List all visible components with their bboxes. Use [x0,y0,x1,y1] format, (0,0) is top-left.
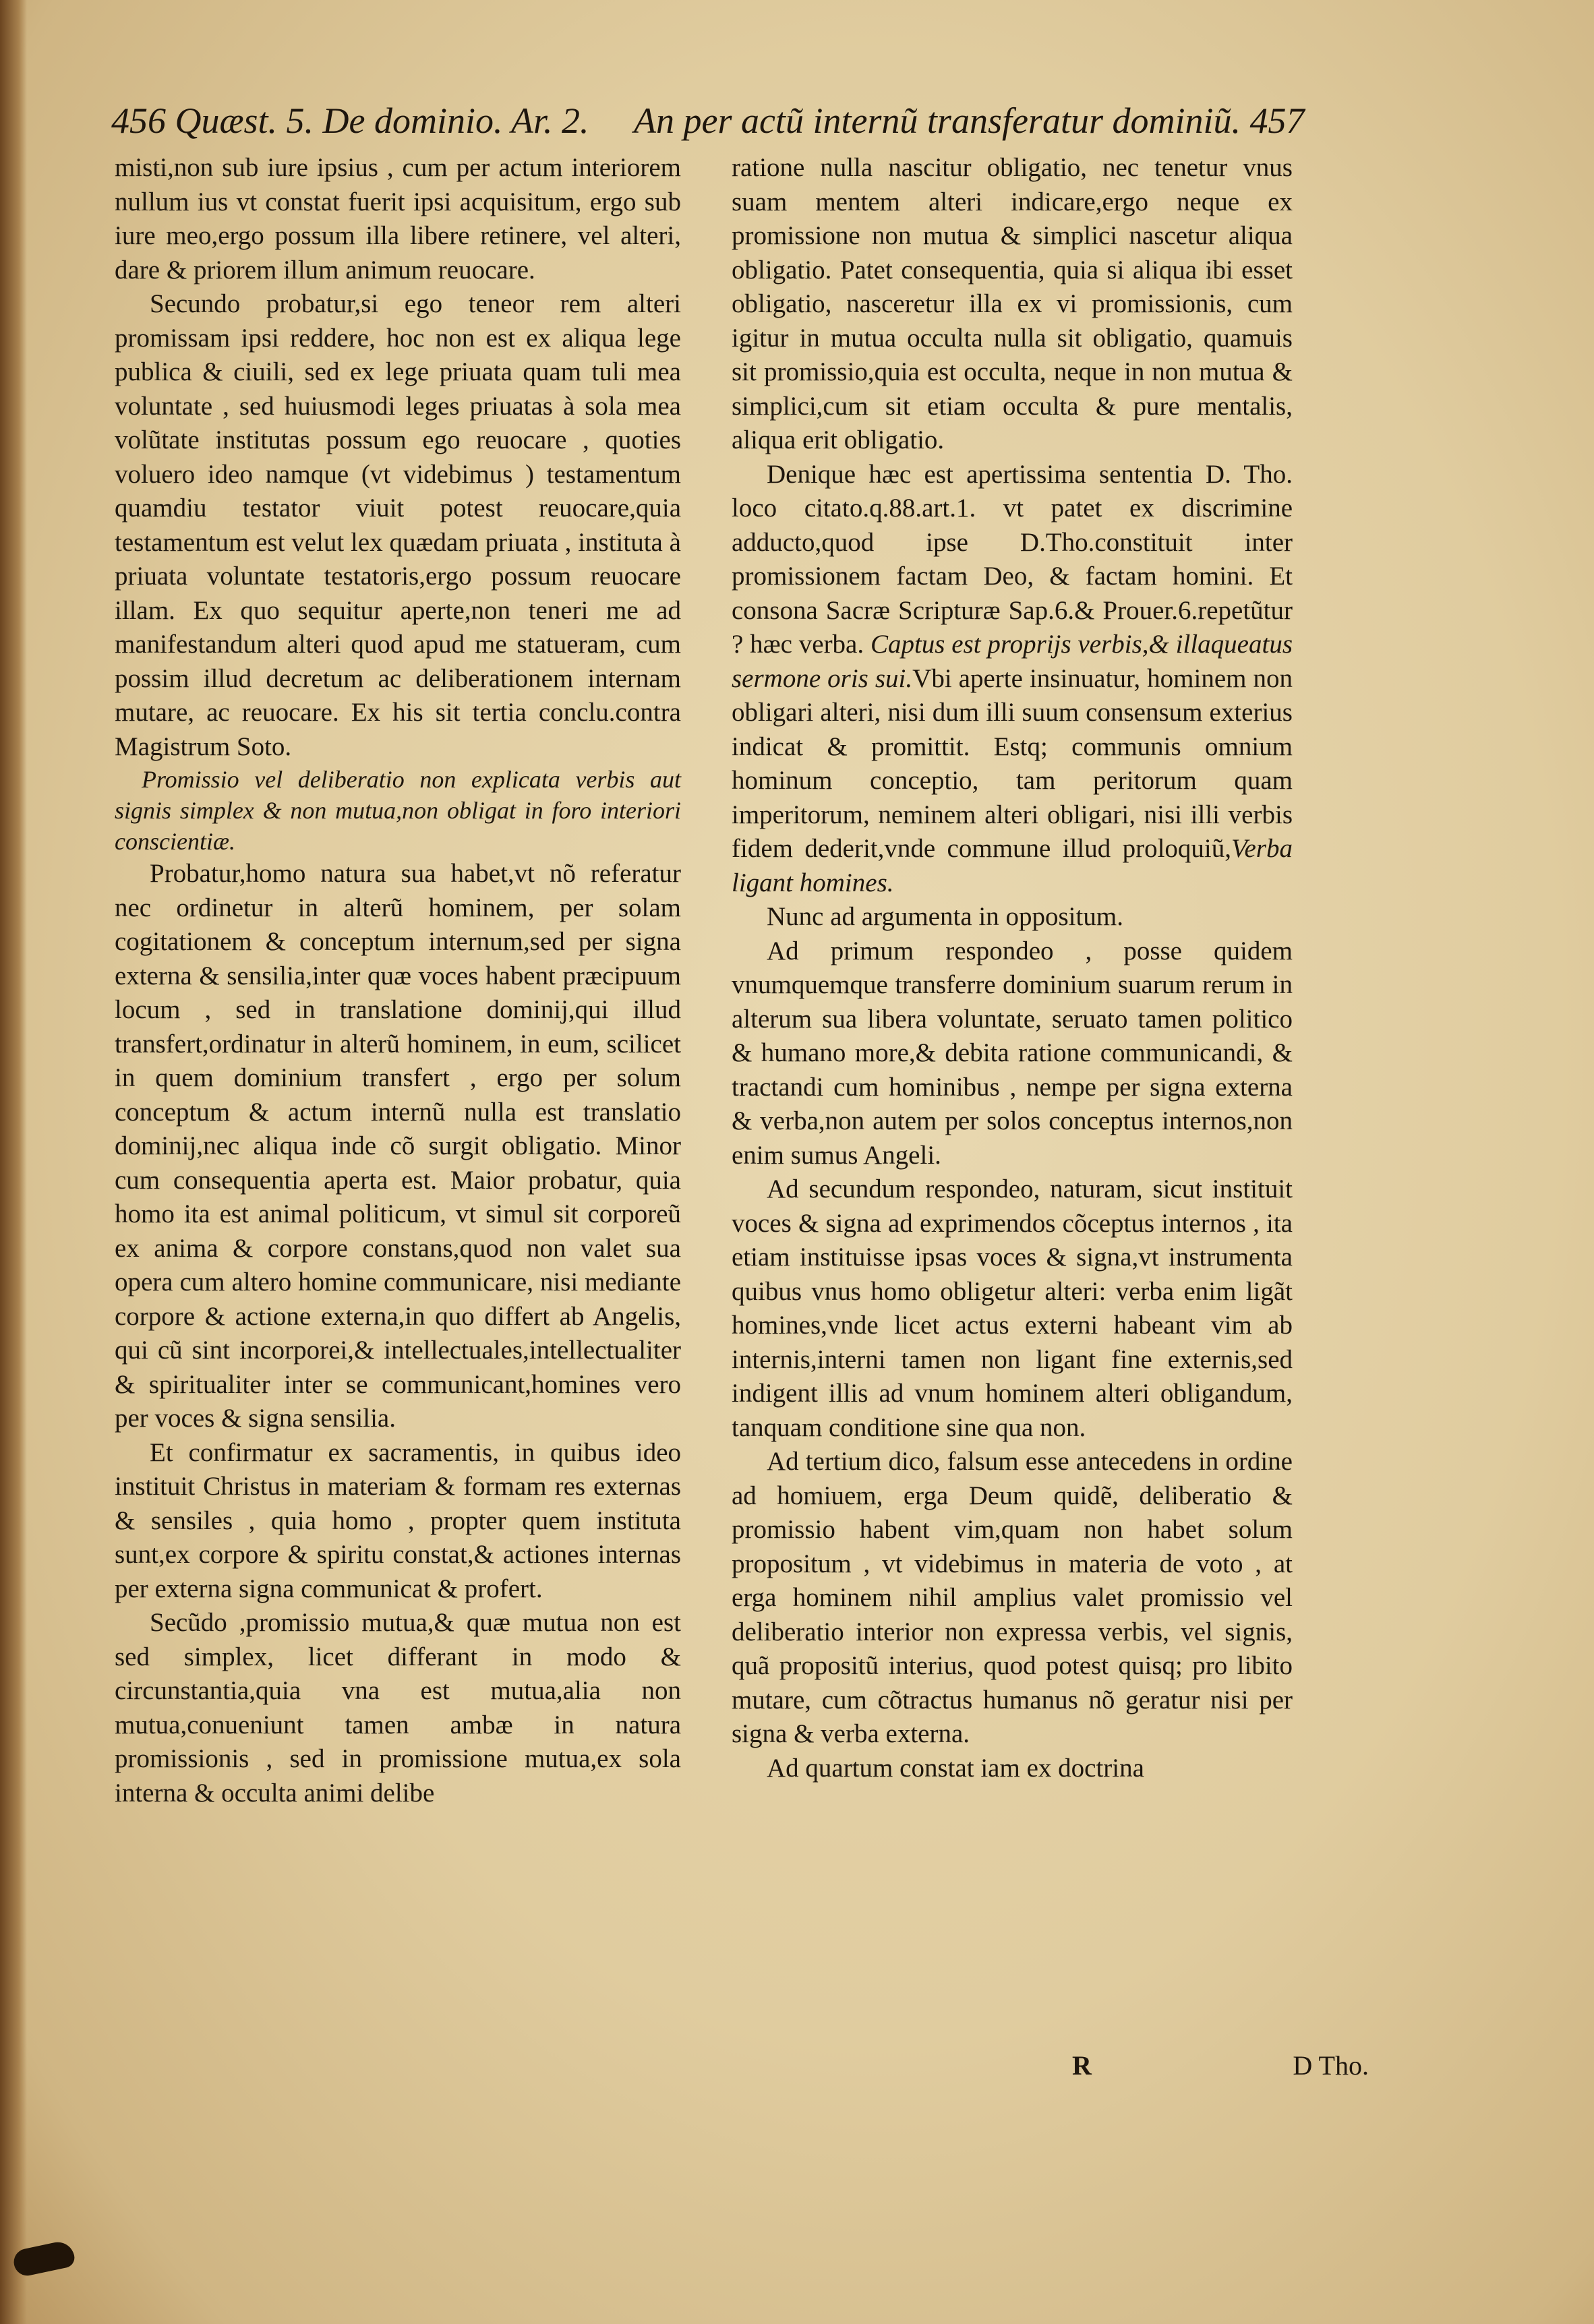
left-column [115,151,681,1810]
paragraph: Secũdo ,promissio mutua,& quæ mutua non est sed simplex, licet differant in modo & circunstantia,quia vna est mutua,alia non mutua,conueniunt tamen ambæ in natura promissionis , sed in promissione mutua,ex sola interna & occulta animi delibe [115,1608,681,1808]
paragraph: ratione nulla nascitur obligatio, nec tenetur vnus suam mentem alteri indicare,ergo neque ex promissione non mutua & simplici nascetur aliqua obligatio. Patet consequentia, quia si aliqua ibi esset obligatio, nasceretur illa ex vi promissionis, cum igitur in mutua occulta nulla sit obligatio, quamuis sit promissio,quia est occulta, neque in non mutua & simplici,cum sit etiam occulta & pure mentalis, aliqua erit obligatio. [732,153,1293,454]
binding-gutter [0,0,27,2324]
catchword: D Tho. [1293,2050,1369,2081]
paragraph [732,458,1293,901]
thesis-statement: Promissio vel deliberatio non explicata verbis aut signis simplex & non mutua,non obligat in foro interiori conscientiæ. [115,766,681,855]
paragraph-text: Vbi aperte insinuatur, hominem non obligari alteri, nisi dum illi suum consensum exterius indicat & promittit. Estq; communis omnium hominum conceptio, tam peritorum quam imperitorum, neminem alteri obligari, nisi illi verbis fidem dederit,vnde commune illud proloquiũ, [732,663,1293,863]
page-footer [1072,2050,1369,2090]
paragraph: Et confirmatur ex sacramentis, in quibus ideo instituit Christus in materiam & formam res externas & sensiles , quia homo , propter quem instituta sunt,ex corpore & spiritu constat,& actiones internas per externa signa communicat & profert. [115,1437,681,1603]
right-column [732,151,1293,1785]
paragraph: Ad secundum respondeo, naturam, sicut instituit voces & signa ad exprimendos cõceptus internos , ita etiam instituisse ipsas voces & signa,vt instrumenta quibus vnus homo obligetur alteri: verba enim ligãt homines,vnde licet actus externi habeant vim ab internis,interni tamen non ligant fine externis,sed indigent illis ad vnum hominem alteri obligandum, tanquam conditione sine qua non. [732,1174,1293,1442]
signature-mark: R [1072,2050,1092,2081]
paragraph: Probatur,homo natura sua habet,vt nõ referatur nec ordinetur in alterũ hominem, per solam cogitationem & conceptum internum,sed per signa externa & sensilia,inter quæ voces habent præcipuum locum , sed in translatione dominij,qui illud transfert,ordinatur in alterũ hominem, in eum, scilicet in quem dominium transfert , ergo per solum conceptum & actum internũ nulla est translatio dominij,nec aliqua inde cõ surgit obligatio. Minor cum consequentia aperta est. Maior probatur, quia homo ita est animal politicum, vt simul sit corporeũ ex anima & corpore constans,quod non valet sua opera cum altero homine communicare, nisi mediante corpore & actione externa,in quo differt ab Angelis, qui cũ sint incorporei,& intellectuales,intellectualiter & spiritualiter inter se communicant,homines vero per voces & signa sensilia. [115,859,681,1433]
paragraph-text: Denique hæc est apertissima sententia D. Tho. loco citato.q.88.art.1. vt patet ex discrimine adducto,quod ipse D.Tho.constituit inter promissionem factam Deo, & factam homini. Et consona Sacræ Scripturæ Sap.6.& Prouer.6.repetũtur ? hæc verba. [732,459,1293,659]
paragraph: Ad primum respondeo , posse quidem vnumquemque transferre dominium suarum rerum in alterum sua libera voluntate, seruato tamen politico & humano more,& debita ratione communicandi, & tractandi cum hominibus , nempe per signa externa & verba,non autem per solos conceptus internos,non enim sumus Angeli. [732,936,1293,1170]
paragraph: Nunc ad argumenta in oppositum. [767,902,1123,931]
paragraph: misti,non sub iure ipsius , cum per actum interiorem nullum ius vt constat fuerit ipsi acquisitum, ergo sub iure meo,ergo possum illa libere retinere, vel alteri, dare & priorem illum animum reuocare. [115,153,681,285]
paragraph: Ad quartum constat iam ex doctrina [767,1753,1144,1783]
running-head [111,100,1527,154]
scripture-quote: Captus est proprijs verbis,& illaqueatus sermone oris sui. [732,630,1293,693]
paragraph: Ad tertium dico, falsum esse antecedens in ordine ad homiuem, erga Deum quidẽ, deliberatio & promissio habent vim,quam non habet solum propositum , vt videbimus in materia de voto , at erga hominem nihil amplius valet promissio vel deliberatio interior non expressa verbis, vel signis, quã propositũ interius, quod potest quisq; pro libito mutare, cum cõtractus humanus nõ geratur nisi per signa & verba externa. [732,1447,1293,1748]
running-head-right: An per actũ internũ transferatur dominiũ. 457 [634,100,1305,141]
proverb-quote: Verba ligant homines. [732,834,1293,897]
paragraph: Secundo probatur,si ego teneor rem alteri promissam ipsi reddere, hoc non est ex aliqua lege publica & ciuili, sed ex lege priuata quam tuli mea voluntate , sed huiusmodi leges priuatas à sola mea volũtate institutas possum ego reuocare , quoties voluero ideo namque (vt videbimus ) testamentum quamdiu testator viuit potest reuocare,quia testamentum est velut lex quædam priuata , instituta à priuata voluntate testatoris,ergo possum reuocare illam. Ex quo sequitur aperte,non teneri me ad manifestandum alteri quod apud me statueram, cum possim illud decretum ac deliberationem internam mutare, ac reuocare. Ex his sit tertia conclu.contra Magistrum Soto. [115,289,681,761]
running-head-left: 456 Quæst. 5. De dominio. Ar. 2. [111,100,589,141]
